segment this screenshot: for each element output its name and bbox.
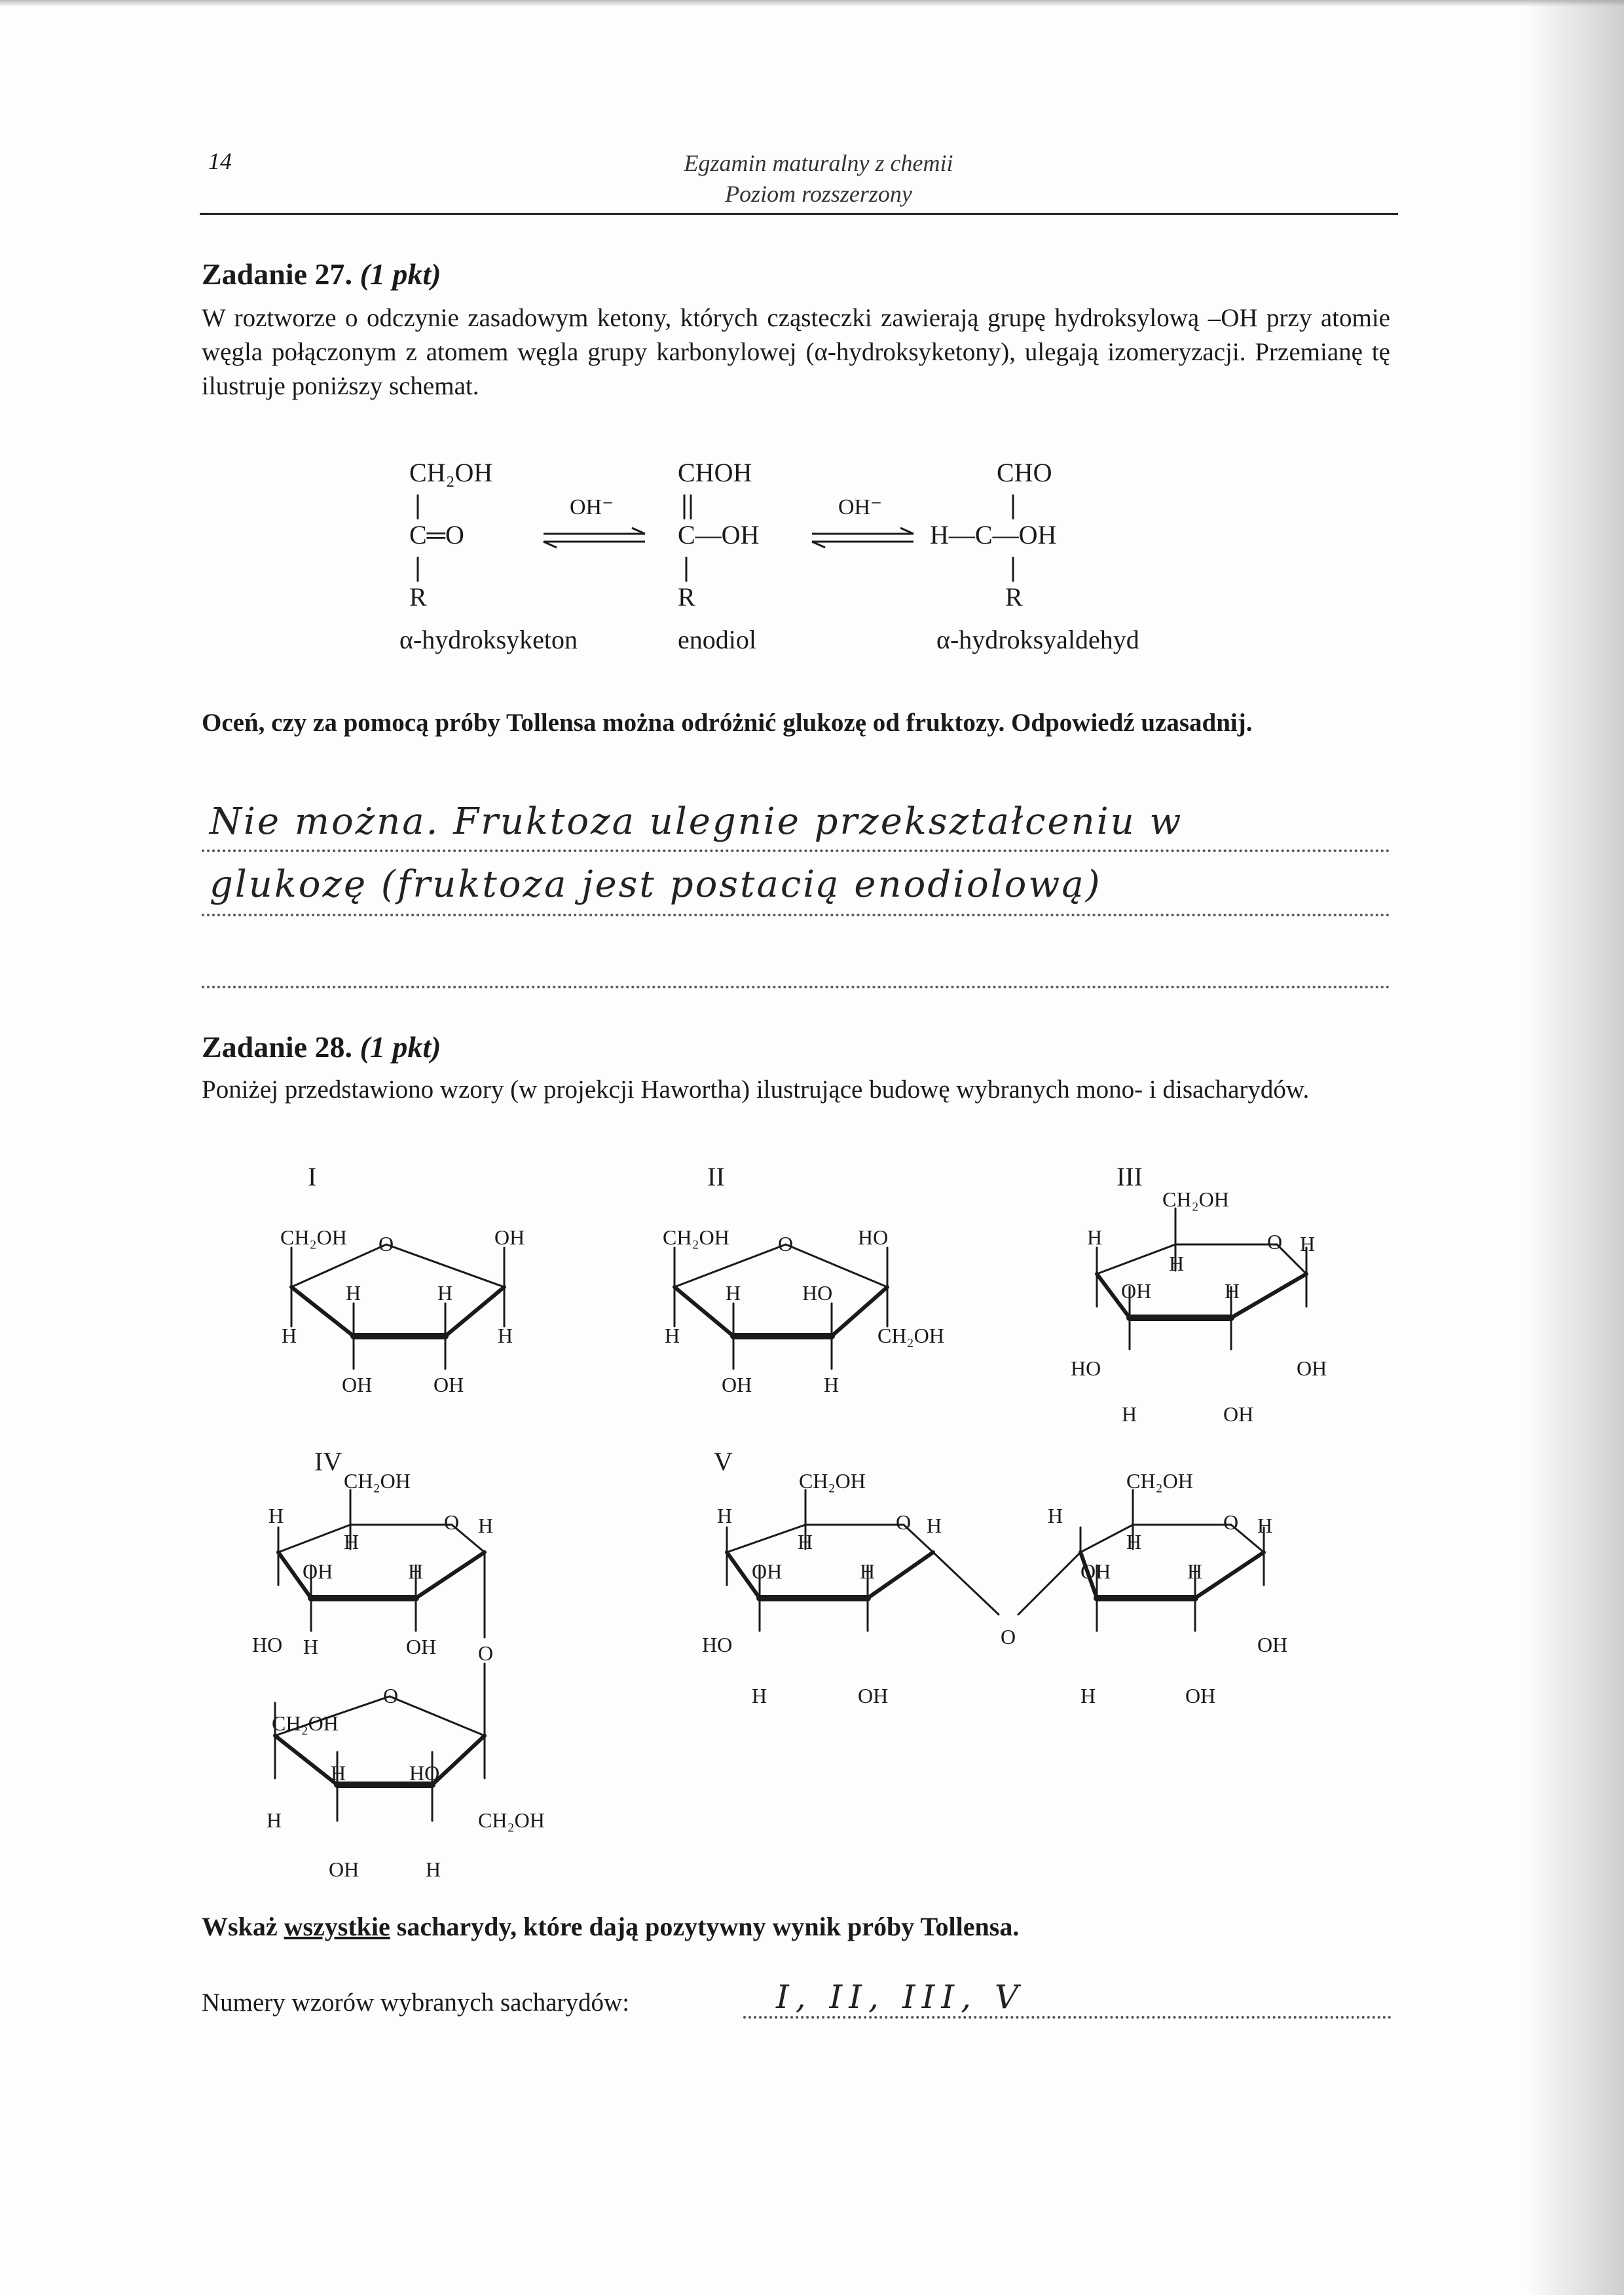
- svg-text:H: H: [824, 1373, 840, 1396]
- svg-text:H: H: [860, 1559, 876, 1583]
- svg-text:OH: OH: [1223, 1402, 1254, 1426]
- handwritten-answer-line2: glukozę (fruktoza jest postacią enodiolową): [210, 863, 1102, 906]
- task28-intro: Poniżej przedstawiono wzory (w projekcji Hawortha) ilustrujące budowę wybranych mono- i disacharydów.: [202, 1075, 1310, 1104]
- label-V: V: [714, 1447, 733, 1476]
- label-III: III: [1116, 1162, 1143, 1191]
- svg-text:O: O: [383, 1684, 399, 1707]
- question-suffix: sacharydy, które dają pozytywny wynik próby Tollensa.: [396, 1912, 1020, 1941]
- svg-text:H: H: [1169, 1252, 1185, 1275]
- answer-line-2[interactable]: [202, 914, 1390, 916]
- svg-text:H: H: [408, 1559, 424, 1583]
- catalyst-2: OH⁻: [838, 495, 883, 519]
- label-IV: IV: [314, 1447, 342, 1476]
- svg-text:O: O: [1001, 1625, 1016, 1649]
- svg-text:CH₂OH: CH₂OH: [663, 1225, 729, 1249]
- svg-text:H: H: [437, 1281, 453, 1305]
- header-subtitle: Poziom rozszerzony: [725, 181, 912, 207]
- svg-text:O: O: [444, 1510, 460, 1534]
- svg-text:H: H: [1187, 1559, 1203, 1583]
- svg-text:H: H: [1080, 1684, 1096, 1707]
- svg-text:OH: OH: [1257, 1633, 1288, 1656]
- svg-text:H: H: [303, 1635, 319, 1658]
- svg-text:OH: OH: [434, 1373, 464, 1396]
- task28-label: Zadanie 28.: [202, 1030, 353, 1064]
- enediol-top: CHOH: [678, 458, 752, 487]
- svg-text:H: H: [1225, 1279, 1240, 1303]
- svg-text:H: H: [331, 1761, 346, 1785]
- aldehyde-mid: H—C—OH: [930, 520, 1057, 550]
- page-number: 14: [208, 148, 232, 174]
- svg-text:HO: HO: [702, 1633, 733, 1656]
- ketone-r: R: [409, 582, 427, 612]
- svg-text:HO: HO: [802, 1281, 833, 1305]
- svg-text:CH₂OH: CH₂OH: [344, 1469, 411, 1493]
- svg-text:OH: OH: [752, 1559, 783, 1583]
- scan-edge: [0, 0, 1624, 7]
- haworth-structures: [196, 1146, 1421, 1912]
- aldehyde-top: CHO: [997, 458, 1052, 487]
- svg-text:CH₂OH: CH₂OH: [478, 1808, 545, 1832]
- question-underlined: wszystkie: [284, 1912, 390, 1941]
- svg-text:H: H: [726, 1281, 741, 1305]
- task28-title: [202, 1030, 441, 1064]
- task28-points: (1 pkt): [360, 1030, 441, 1064]
- header-title: Egzamin maturalny z chemii: [684, 150, 953, 176]
- svg-text:H: H: [1048, 1504, 1063, 1527]
- task27-label: Zadanie 27.: [202, 257, 353, 291]
- svg-text:HO: HO: [252, 1633, 283, 1656]
- aldehyde-r: R: [1005, 582, 1023, 612]
- svg-text:CH₂OH: CH₂OH: [799, 1469, 866, 1493]
- svg-text:H: H: [1257, 1514, 1273, 1537]
- svg-text:HO: HO: [409, 1761, 440, 1785]
- svg-text:O: O: [1267, 1230, 1283, 1254]
- task27-intro: W roztworze o odczynie zasadowym ketony, których cząsteczki zawierają grupę hydroksylową –OH przy atomie węgla połączonym z atomem węgla grupy karbonylowej (α-hydroksyketony), ulegają izomeryzacji. Przemianę tę ilustruje poniższy schemat.: [202, 304, 1390, 400]
- svg-text:O: O: [478, 1641, 494, 1665]
- svg-text:H: H: [267, 1808, 282, 1832]
- handwritten-answer-line1: Nie można. Fruktoza ulegnie przekształceniu w: [210, 800, 1183, 843]
- svg-text:O: O: [896, 1510, 912, 1534]
- svg-text:H: H: [665, 1324, 680, 1347]
- label-enediol: enodiol: [678, 625, 756, 654]
- label-II: II: [707, 1162, 725, 1191]
- svg-text:H: H: [717, 1504, 733, 1527]
- svg-text:H: H: [344, 1530, 360, 1554]
- svg-text:CH₂OH: CH₂OH: [1126, 1469, 1193, 1493]
- svg-text:H: H: [798, 1530, 813, 1554]
- answer-field[interactable]: [743, 2016, 1392, 2019]
- catalyst-1: OH⁻: [570, 495, 614, 519]
- svg-text:H: H: [282, 1324, 297, 1347]
- svg-text:CH₂OH: CH₂OH: [280, 1225, 347, 1249]
- svg-text:OH: OH: [494, 1225, 525, 1249]
- ketone-mid: C═O: [409, 520, 464, 550]
- isomerization-scheme: [367, 442, 1218, 665]
- svg-text:OH: OH: [406, 1635, 437, 1658]
- svg-text:H: H: [426, 1857, 441, 1881]
- structure-IV: [252, 1469, 545, 1881]
- label-ketone: α-hydroksyketon: [399, 625, 578, 654]
- svg-text:H: H: [1300, 1232, 1316, 1256]
- header-rule: [200, 213, 1398, 215]
- svg-text:H: H: [498, 1324, 513, 1347]
- svg-text:CH₂OH: CH₂OH: [272, 1711, 339, 1735]
- equilibrium-arrow-1: [544, 528, 645, 548]
- enediol-r: R: [678, 582, 695, 612]
- svg-text:OH: OH: [858, 1684, 889, 1707]
- svg-text:CH₂OH: CH₂OH: [1162, 1187, 1229, 1211]
- svg-text:OH: OH: [722, 1373, 752, 1396]
- svg-text:H: H: [927, 1514, 942, 1537]
- structure-I: [280, 1225, 525, 1396]
- task27-question: Oceń, czy za pomocą próby Tollensa można odróżnić glukozę od fruktozy. Odpowiedź uzasadnij.: [202, 709, 1253, 737]
- structure-V: [702, 1469, 1287, 1707]
- svg-text:H: H: [268, 1504, 284, 1527]
- answer-label: Numery wzorów wybranych sacharydów:: [202, 1988, 630, 2017]
- svg-text:H: H: [478, 1514, 494, 1537]
- question-prefix: Wskaż: [202, 1912, 278, 1941]
- structure-II: [663, 1225, 944, 1396]
- svg-text:OH: OH: [1297, 1356, 1327, 1380]
- task27-title: [202, 257, 441, 291]
- svg-text:OH: OH: [303, 1559, 333, 1583]
- svg-text:H: H: [752, 1684, 767, 1707]
- handwritten-answer-numbers: I, II, III, V: [776, 1978, 1025, 2016]
- equilibrium-arrow-2: [812, 528, 913, 548]
- enediol-mid: C—OH: [678, 520, 760, 550]
- svg-text:HO: HO: [858, 1225, 889, 1249]
- svg-text:H: H: [346, 1281, 361, 1305]
- svg-text:OH: OH: [1121, 1279, 1152, 1303]
- svg-text:O: O: [778, 1232, 794, 1256]
- svg-text:OH: OH: [329, 1857, 360, 1881]
- svg-text:H: H: [1122, 1402, 1137, 1426]
- label-aldehyde: α-hydroksyaldehyd: [936, 625, 1139, 654]
- svg-text:H: H: [1087, 1225, 1103, 1249]
- structure-III: [1071, 1187, 1327, 1426]
- svg-text:O: O: [378, 1232, 394, 1256]
- ketone-top: CH₂OH: [409, 458, 493, 487]
- svg-text:OH: OH: [1080, 1559, 1111, 1583]
- svg-text:OH: OH: [1185, 1684, 1216, 1707]
- answer-line-1[interactable]: [202, 849, 1390, 852]
- svg-text:OH: OH: [342, 1373, 373, 1396]
- svg-text:O: O: [1223, 1510, 1239, 1534]
- scan-shadow: [1526, 0, 1624, 2295]
- svg-text:HO: HO: [1071, 1356, 1101, 1380]
- answer-line-3[interactable]: [202, 986, 1390, 988]
- task27-points: (1 pkt): [360, 257, 441, 291]
- label-I: I: [308, 1162, 317, 1191]
- task28-question: [202, 1911, 1019, 1942]
- svg-text:CH₂OH: CH₂OH: [877, 1324, 944, 1347]
- svg-text:H: H: [1126, 1530, 1142, 1554]
